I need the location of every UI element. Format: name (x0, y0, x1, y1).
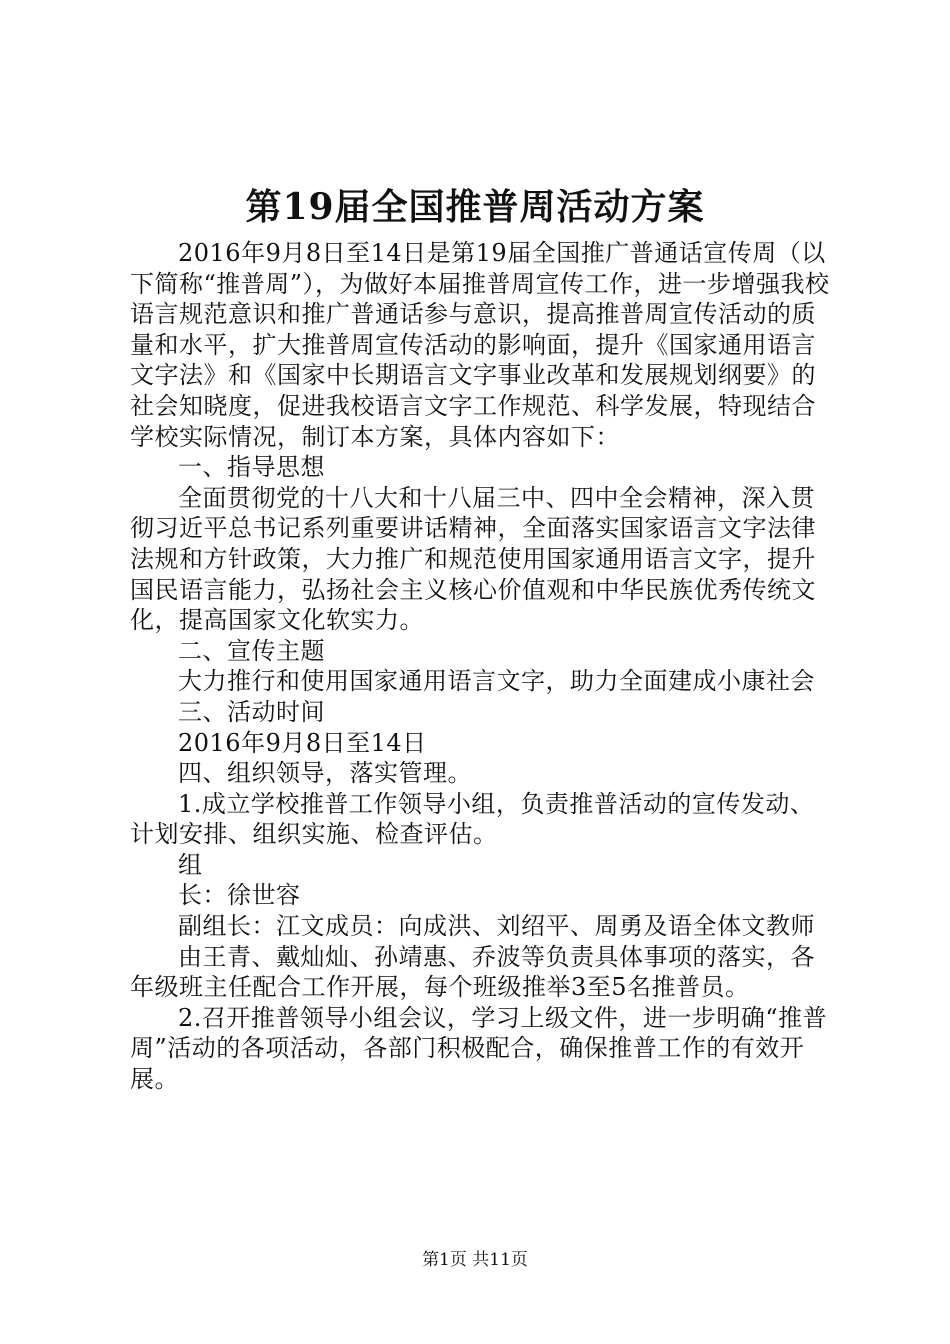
document-body (130, 238, 830, 1095)
time-paragraph: 2016年9月8日至14日 (178, 728, 427, 757)
section-heading-theme: 二、宣传主题 (178, 636, 325, 665)
section-heading-guiding-ideology: 一、指导思想 (178, 453, 325, 482)
intro-paragraph: 2016年9月8日至14日是第19届全国推广普通话宣传周（以下简称“推普周”），为做好本届推普周宣传工作，进一步增强我校语言规范意识和推广普通话参与意识，提高推普周宣传活动的质量和水平，扩大推普周宣传活动的影响面，提升《国家通用语言文字法》和《国家中长期语言文字事业改革和发展规划纲要》的社会知晓度，促进我校语言文字工作规范、科学发展，特现结合学校实际情况，制订本方案，具体内容如下： (130, 239, 830, 451)
organization-item-1: 1.成立学校推普工作领导小组，负责推普活动的宣传发动、计划安排、组织实施、检查评估。 (130, 789, 815, 849)
leader-label-line: 组 (178, 850, 203, 879)
guiding-ideology-paragraph: 全面贯彻党的十八大和十八届三中、四中全会精神，深入贯彻习近平总书记系列重要讲话精神，全面落实国家语言文字法律法规和方针政策，大力推广和规范使用国家通用语言文字，提升国民语言能力，弘扬社会主义核心价值观和中华民族优秀传统文化，提高国家文化软实力。 (130, 483, 816, 635)
organization-item-2: 2.召开推普领导小组会议，学习上级文件，进一步明确“推普周”活动的各项活动，各部门积极配合，确保推普工作的有效开展。 (130, 1003, 828, 1094)
document-title: 第19届全国推普周活动方案 (245, 186, 705, 228)
theme-paragraph: 大力推行和使用国家通用语言文字，助力全面建成小康社会 (178, 667, 815, 696)
responsibility-paragraph: 由王青、戴灿灿、孙靖惠、乔波等负责具体事项的落实，各年级班主任配合工作开展，每个班级推举3至5名推普员。 (130, 942, 815, 1002)
section-heading-organization: 四、组织领导，落实管理。 (178, 759, 472, 788)
section-heading-time: 三、活动时间 (178, 697, 325, 726)
page-number-footer: 第1页 共11页 (422, 1250, 528, 1270)
leader-name-line: 长：徐世容 (178, 881, 301, 910)
deputy-members-line: 副组长：江文成员：向成洪、刘绍平、周勇及语全体文教师 (178, 912, 815, 941)
